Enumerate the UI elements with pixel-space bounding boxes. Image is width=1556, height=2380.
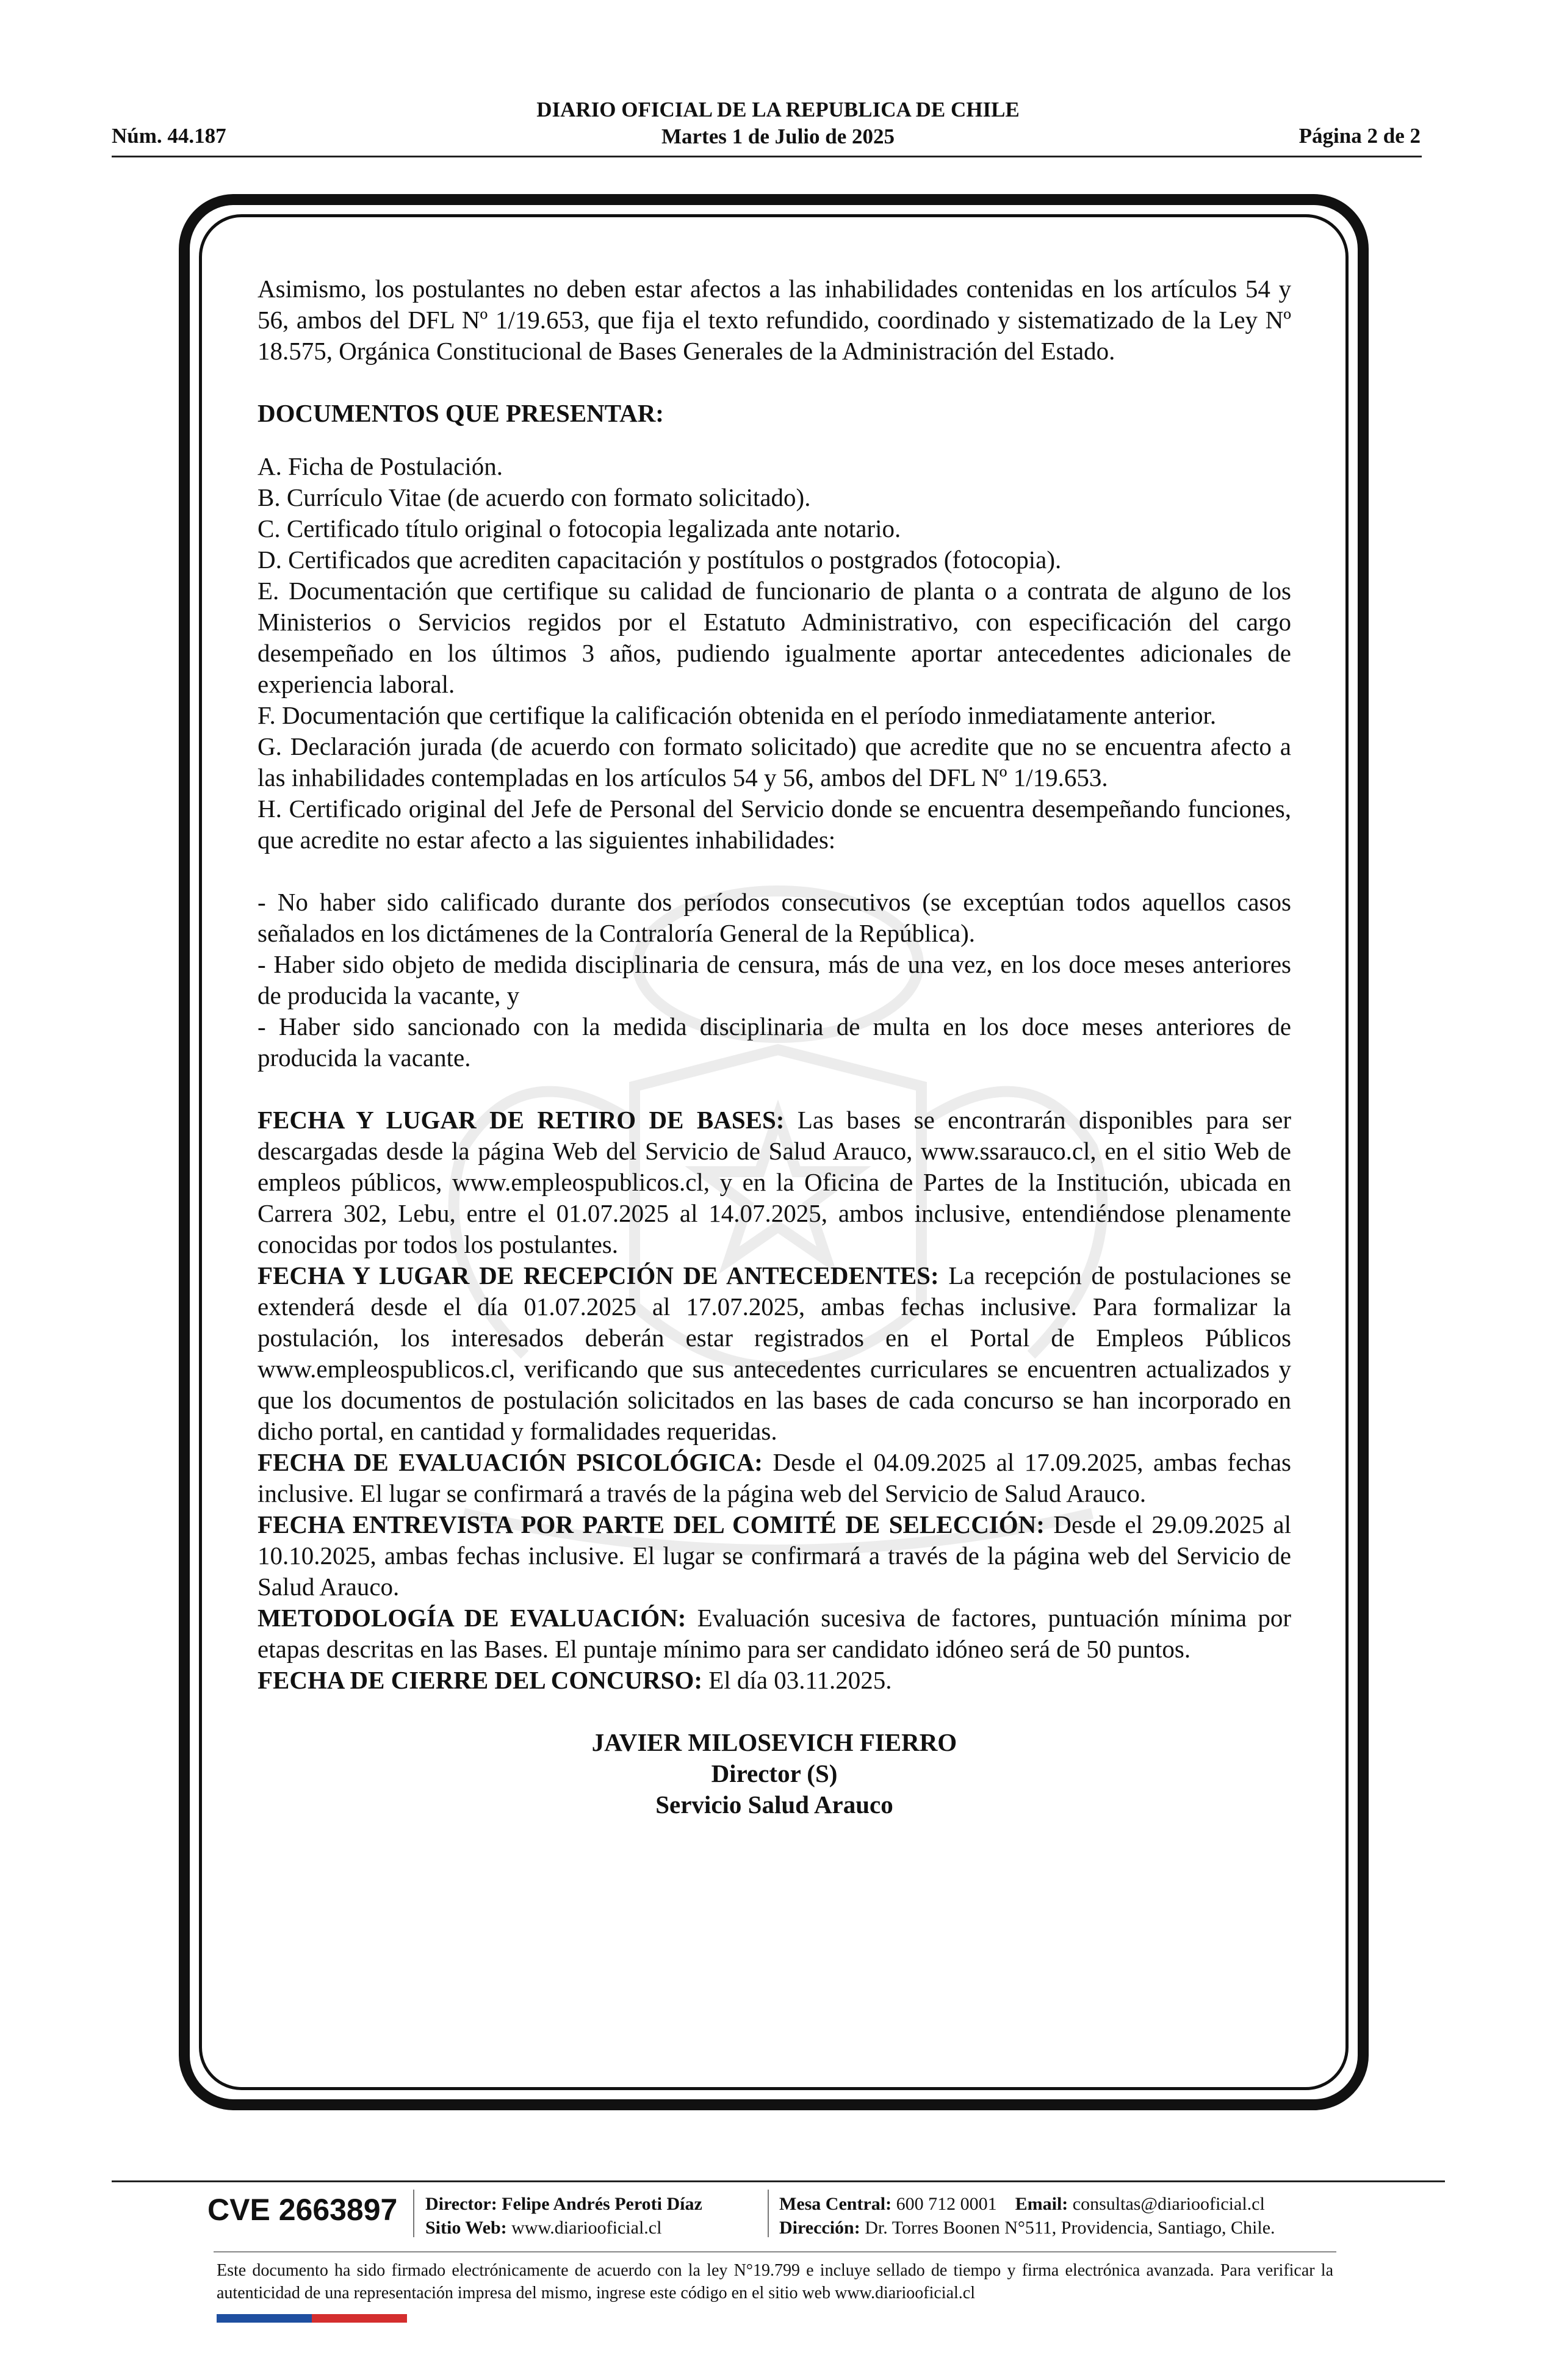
cve-code: CVE 2663897 <box>207 2193 398 2227</box>
footer-separator <box>768 2190 769 2237</box>
email-label: Email: <box>1015 2194 1068 2214</box>
document-item: E. Documentación que certifique su calidad de funcionario de planta o a contrata de alguno de los Ministerios o Servicios regidos por el Estatuto Administrativo, con especificación del cargo desempeñado en los últimos 3 años, pudiendo igualmente aportar antecedentes adicionales de experiencia laboral. <box>258 577 1291 698</box>
address-text: Dr. Torres Boonen N°511, Providencia, Santiago, Chile. <box>865 2218 1275 2238</box>
section-retiro-bases <box>258 1105 1291 1260</box>
footer-director-info <box>425 2192 702 2240</box>
page-indicator: Página 2 de 2 <box>1298 124 1421 148</box>
signer-name: JAVIER MILOSEVICH FIERRO <box>591 1728 957 1756</box>
section-text: Evaluación sucesiva de factores, puntuación mínima por etapas descritas en las Bases. El puntaje mínimo para ser candidato idóneo será de 50 puntos. <box>258 1604 1291 1663</box>
section-label: FECHA ENTREVISTA POR PARTE DEL COMITÉ DE SELECCIÓN: <box>258 1510 1045 1538</box>
site-label: Sitio Web: <box>425 2218 507 2238</box>
legal-notice: Este documento ha sido firmado electrónicamente de acuerdo con la ley N°19.799 e incluye sellado de tiempo y firma electrónica avanzada. Para verificar la autenticidad de una representación impresa del mismo, ingrese este código en el sitio web www.diariooficial.cl <box>217 2261 1333 2302</box>
document-item: B. Currículo Vitae (de acuerdo con formato solicitado). <box>258 483 811 511</box>
mesa-phone: 600 712 0001 <box>896 2194 997 2214</box>
section-entrevista <box>258 1509 1291 1603</box>
director-name: Felipe Andrés Peroti Díaz <box>502 2194 702 2214</box>
section-label: FECHA DE CIERRE DEL CONCURSO: <box>258 1666 702 1694</box>
address-label: Dirección: <box>779 2218 860 2238</box>
section-cierre <box>258 1665 1291 1696</box>
header-divider <box>112 156 1422 157</box>
document-item: G. Declaración jurada (de acuerdo con formato solicitado) que acredite que no se encuentra afecto a las inhabilidades contempladas en los artículos 54 y 56, ambos del DFL Nº 1/19.653. <box>258 732 1291 792</box>
intro-paragraph: Asimismo, los postulantes no deben estar afectos a las inhabilidades contenidas en los artículos 54 y 56, ambos del DFL Nº 1/19.653, que fija el texto refundido, coordinado y sistematizado de la Ley Nº 18.575, Orgánica Constitucional de Bases Generales de la Administración del Estado. <box>258 275 1291 365</box>
issue-number: Núm. 44.187 <box>112 124 226 148</box>
section-label: FECHA Y LUGAR DE RECEPCIÓN DE ANTECEDENTES: <box>258 1261 939 1289</box>
flag-red-segment <box>312 2314 407 2323</box>
section-label: FECHA Y LUGAR DE RETIRO DE BASES: <box>258 1106 785 1134</box>
document-body <box>258 273 1291 1820</box>
document-item: H. Certificado original del Jefe de Personal del Servicio donde se encuentra desempeñando funciones, que acredite no estar afecto a las siguientes inhabilidades: <box>258 795 1291 854</box>
documents-heading: DOCUMENTOS QUE PRESENTAR: <box>258 399 664 427</box>
signer-org: Servicio Salud Arauco <box>655 1790 893 1819</box>
inhabilidad-item: - Haber sido objeto de medida disciplinaria de censura, más de una vez, en los doce meses anteriores de producida la vacante, y <box>258 950 1291 1009</box>
section-text: La recepción de postulaciones se extenderá desde el día 01.07.2025 al 17.07.2025, ambas fechas inclusive. Para formalizar la postulación, los interesados deberán estar registrados en el Portal de Empleos Públicos www.empleospublicos.cl, verificando que sus antecedentes curriculares se encuentren actualizados y que los documentos de postulación solicitados en las bases de cada concurso se han incorporado en dicho portal, en cantidad y formalidades requeridas. <box>258 1261 1292 1445</box>
document-item: F. Documentación que certifique la calificación obtenida en el período inmediatamente anterior. <box>258 701 1217 729</box>
section-evaluacion-psicologica <box>258 1447 1291 1509</box>
mesa-label: Mesa Central: <box>779 2194 892 2214</box>
inhabilidad-item: - No haber sido calificado durante dos períodos consecutivos (se exceptúan todos aquellos casos señalados en los dictámenes de la Contraloría General de la República). <box>258 888 1291 947</box>
flag-stripe <box>217 2314 407 2323</box>
section-text: Desde el 04.09.2025 al 17.09.2025, ambas fechas inclusive. El lugar se confirmará a través de la página web del Servicio de Salud Arauco. <box>258 1448 1291 1507</box>
flag-blue-segment <box>217 2314 312 2323</box>
director-label: Director: <box>425 2194 497 2214</box>
section-metodologia <box>258 1603 1291 1665</box>
footer-divider <box>112 2180 1445 2182</box>
section-text: Desde el 29.09.2025 al 10.10.2025, ambas fechas inclusive. El lugar se confirmará a través de la página web del Servicio de Salud Arauco. <box>258 1510 1291 1601</box>
document-item: C. Certificado título original o fotocopia legalizada ante notario. <box>258 514 901 543</box>
section-recepcion <box>258 1260 1291 1447</box>
inhabilidad-item: - Haber sido sancionado con la medida disciplinaria de multa en los doce meses anteriores de producida la vacante. <box>258 1012 1291 1072</box>
document-item: A. Ficha de Postulación. <box>258 452 503 480</box>
section-label: METODOLOGÍA DE EVALUACIÓN: <box>258 1604 686 1632</box>
site-link[interactable]: www.diariooficial.cl <box>511 2218 662 2238</box>
footer-separator <box>413 2190 414 2237</box>
email-link[interactable]: consultas@diariooficial.cl <box>1072 2194 1265 2214</box>
footer-contact-info <box>779 2192 1275 2240</box>
signature-block <box>258 1727 1291 1820</box>
section-text: El día 03.11.2025. <box>702 1666 892 1694</box>
gazette-title: DIARIO OFICIAL DE LA REPUBLICA DE CHILE <box>536 98 1020 121</box>
section-text: Las bases se encontrarán disponibles para ser descargadas desde la página Web del Servicio de Salud Arauco, www.ssarauco.cl, en el sitio Web de empleos públicos, www.empleospublicos.cl, y en la Oficina de Partes de la Institución, ubicada en Carrera 302, Lebu, entre el 01.07.2025 al 14.07.2025, ambos inclusive, entendiéndose plenamente conocidas por todos los postulantes. <box>258 1106 1291 1258</box>
section-label: FECHA DE EVALUACIÓN PSICOLÓGICA: <box>258 1448 763 1476</box>
issue-date: Martes 1 de Julio de 2025 <box>661 124 895 148</box>
signer-title: Director (S) <box>711 1759 838 1787</box>
document-item: D. Certificados que acrediten capacitación y postítulos o postgrados (fotocopia). <box>258 546 1062 574</box>
footer-divider-thin <box>214 2251 1336 2252</box>
